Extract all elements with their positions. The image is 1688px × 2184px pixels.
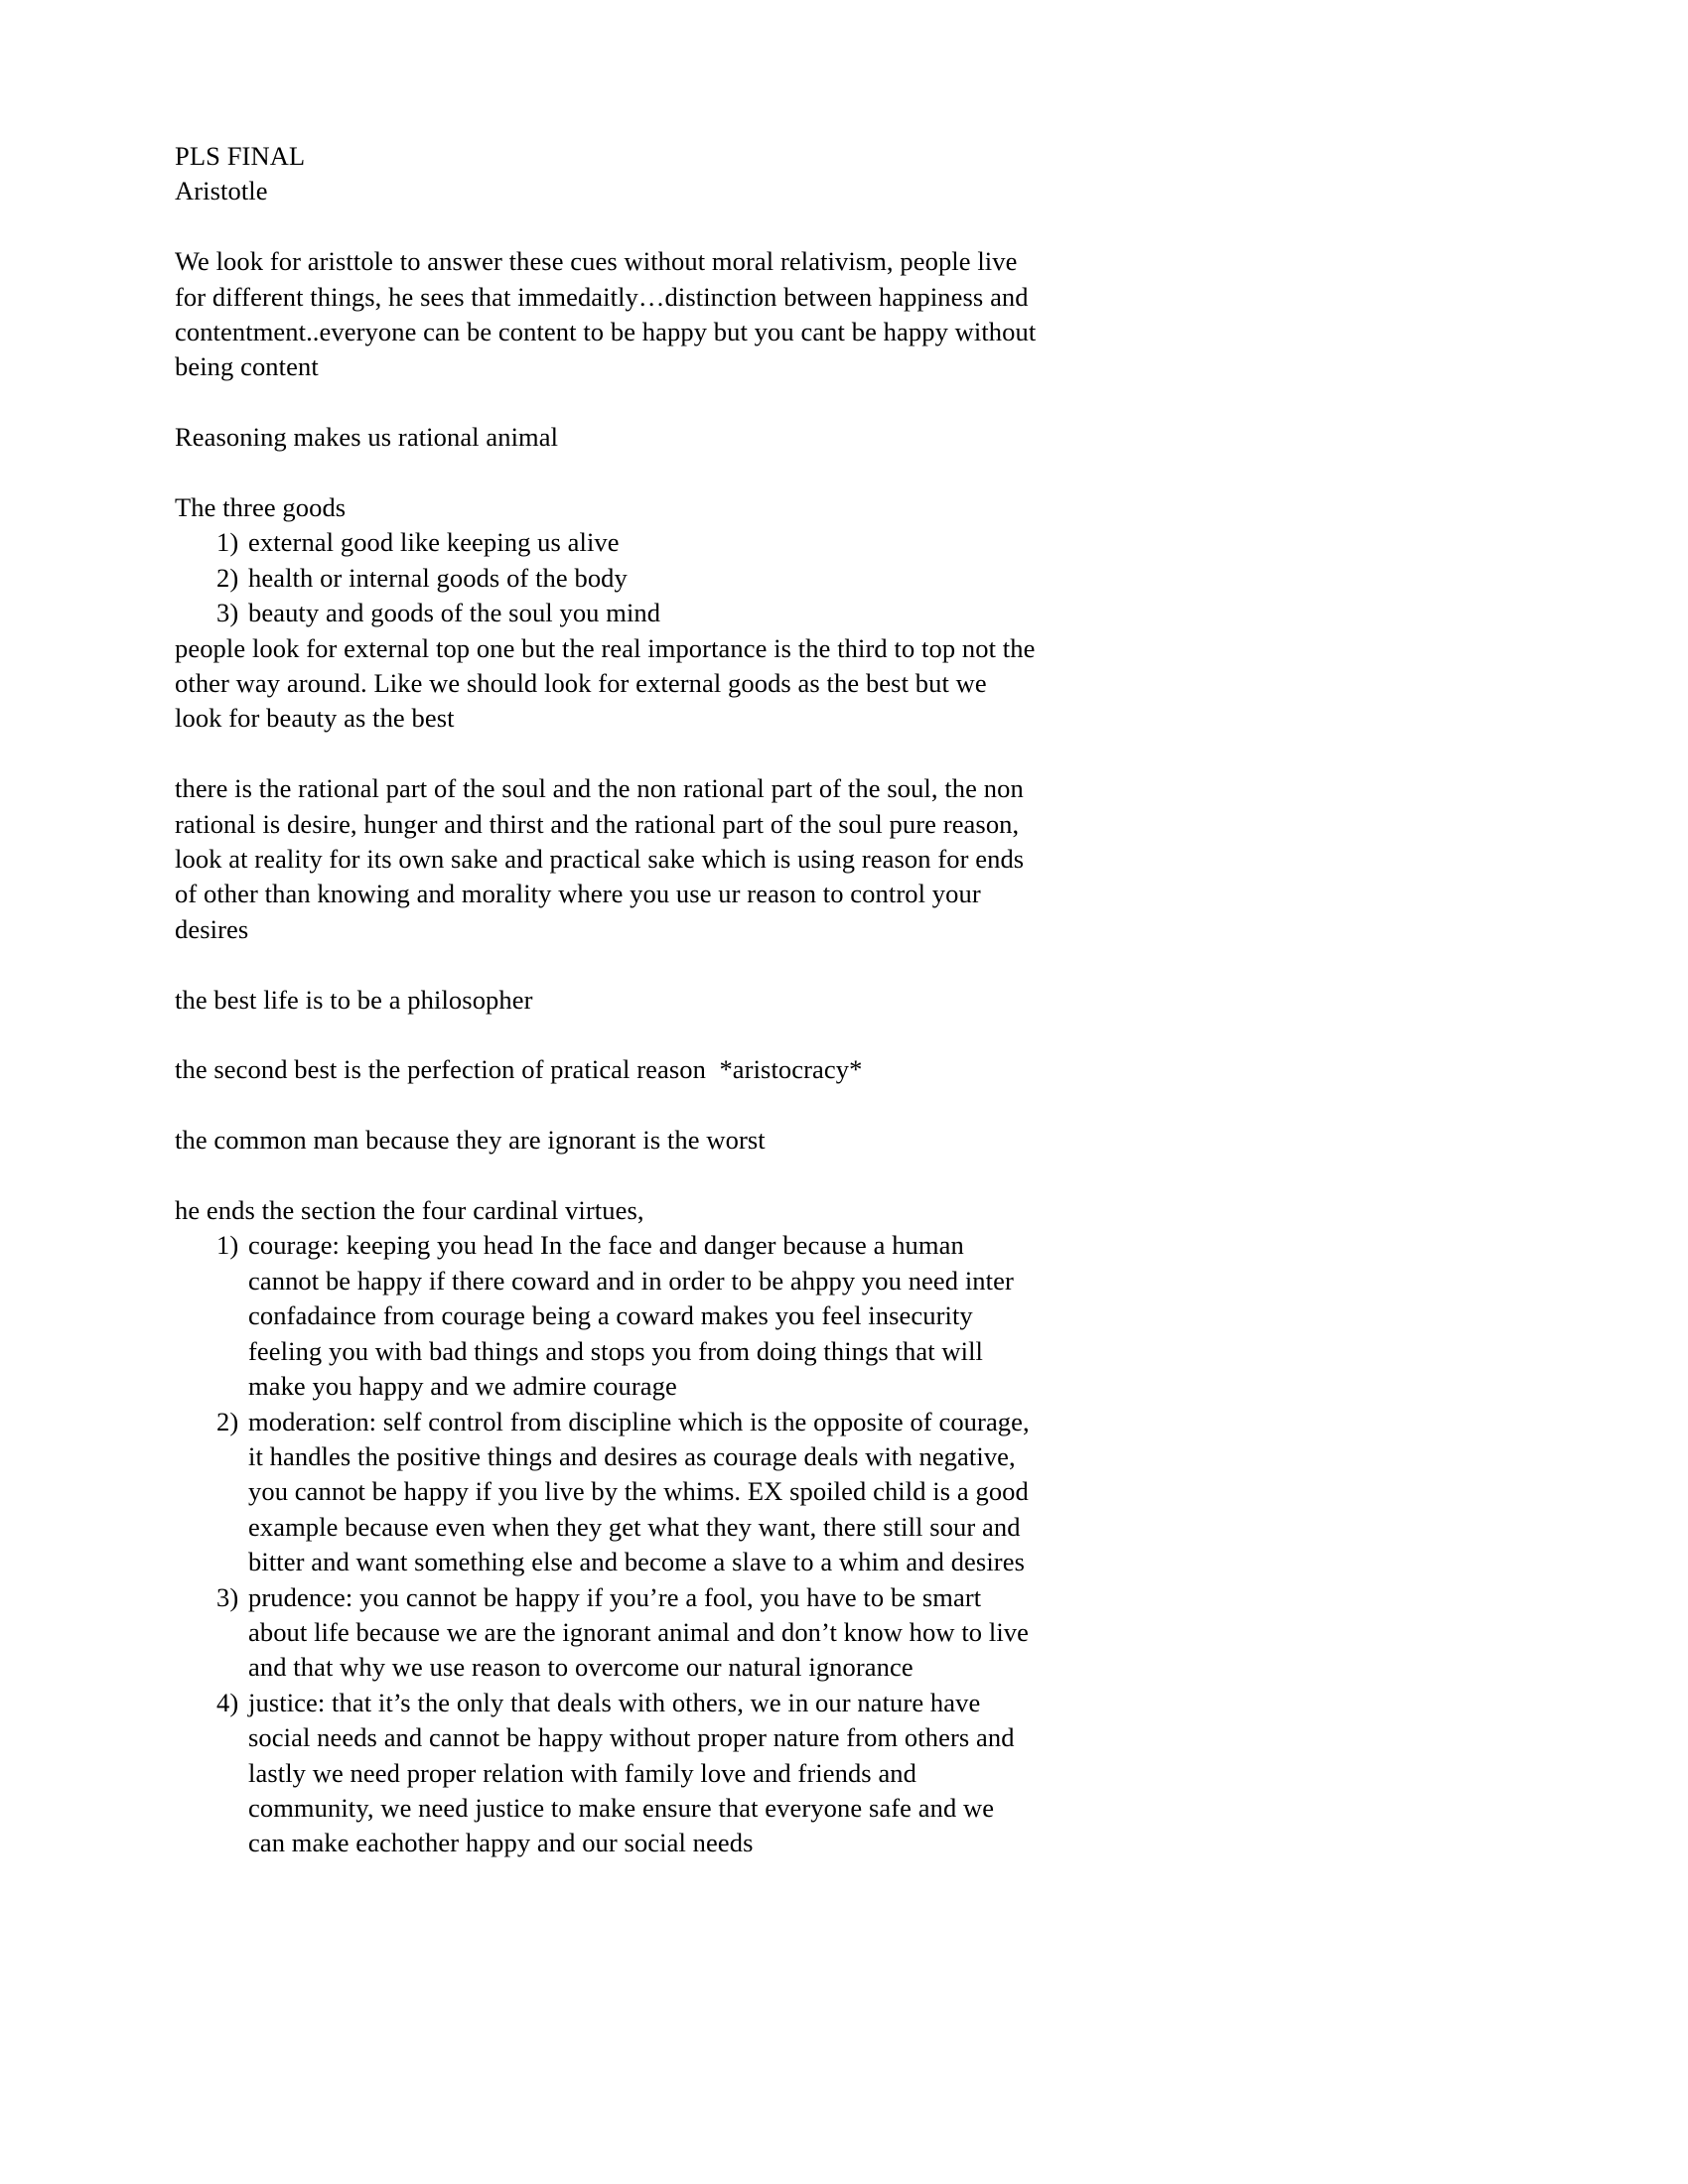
list-item bbox=[175, 525, 1037, 560]
list-item bbox=[175, 596, 1037, 630]
blank-line bbox=[175, 737, 1037, 771]
document-title: PLS FINAL bbox=[175, 141, 306, 171]
document-subtitle: Aristotle bbox=[175, 176, 268, 206]
soul-paragraph: there is the rational part of the soul and the non rational part of the soul, the non rational is desire, hunger and thirst and the rational part of the soul pure reason, look at reality for its own sake and practical sake which is using reason for ends of other than knowing and morality where you use ur reason to control your desires bbox=[175, 773, 1031, 944]
blank-line bbox=[175, 1018, 1037, 1052]
list-item bbox=[175, 1405, 1037, 1580]
best-life-line: the best life is to be a philosopher bbox=[175, 984, 533, 1015]
list-item-text: external good like keeping us alive bbox=[248, 527, 620, 558]
cardinal-virtues-list bbox=[175, 1228, 1037, 1860]
list-marker: 2) bbox=[216, 562, 239, 593]
blank-line bbox=[175, 1088, 1037, 1123]
three-goods-list bbox=[175, 525, 1037, 630]
list-marker: 2) bbox=[216, 1406, 239, 1436]
blank-line bbox=[175, 209, 1037, 244]
reasoning-line: Reasoning makes us rational animal bbox=[175, 422, 559, 453]
blank-line bbox=[175, 1159, 1037, 1193]
list-marker: 1) bbox=[216, 1230, 239, 1261]
list-item-text: health or internal goods of the body bbox=[248, 562, 628, 593]
list-item-text: courage: keeping you head In the face and danger because a human cannot be happy if there coward and in order to be ahppy you need inter confadaince from courage being a coward makes you feel insecurity feeling you with bad things and stops you from doing things that will make you happy and we admire courage bbox=[248, 1230, 1021, 1402]
list-marker: 4) bbox=[216, 1687, 239, 1717]
list-marker: 3) bbox=[216, 598, 239, 628]
list-item-text: prudence: you cannot be happy if you’re a fool, you have to be smart about life because we are the ignorant animal and don’t know how to live and that why we use reason to overcome our natural ignorance bbox=[248, 1581, 1036, 1683]
second-best-line: the second best is the perfection of pratical reason *aristocracy* bbox=[175, 1054, 863, 1085]
after-goods-paragraph: people look for external top one but the real importance is the third to top not the other way around. Like we should look for external goods as the best but we look for beauty as the best bbox=[175, 632, 1043, 734]
intro-paragraph: We look for aristtole to answer these cues without moral relativism, people live for different things, he sees that immedaitly…distinction between happiness and contentment..everyone can be content to be happy but you cant be happy without being content bbox=[175, 246, 1044, 382]
common-man-line: the common man because they are ignorant is the worst bbox=[175, 1125, 766, 1156]
three-goods-heading: The three goods bbox=[175, 492, 347, 523]
blank-line bbox=[175, 456, 1037, 490]
list-item-text: moderation: self control from discipline which is the opposite of courage, it handles the positive things and desires as courage deals with negative, you cannot be happy if you live by the whims. EX spoiled child is a good example because even when they get what they want, there still sour and bitter and want something else and become a slave to a whim and desires bbox=[248, 1406, 1037, 1577]
list-marker: 1) bbox=[216, 527, 239, 558]
list-item-text: beauty and goods of the soul you mind bbox=[248, 598, 661, 628]
list-item-text: justice: that it’s the only that deals with others, we in our nature have social needs and cannot be happy without proper nature from others and lastly we need proper relation with family love and friends and community, we need justice to make ensure that everyone safe and we can make eachother happy and our social needs bbox=[248, 1687, 1022, 1858]
list-item bbox=[175, 561, 1037, 596]
blank-line bbox=[175, 385, 1037, 420]
list-marker: 3) bbox=[216, 1581, 239, 1612]
blank-line bbox=[175, 947, 1037, 982]
list-item bbox=[175, 1686, 1037, 1861]
list-item bbox=[175, 1580, 1037, 1686]
list-item bbox=[175, 1228, 1037, 1404]
virtues-heading: he ends the section the four cardinal virtues, bbox=[175, 1195, 644, 1226]
document-body bbox=[175, 139, 1044, 1861]
